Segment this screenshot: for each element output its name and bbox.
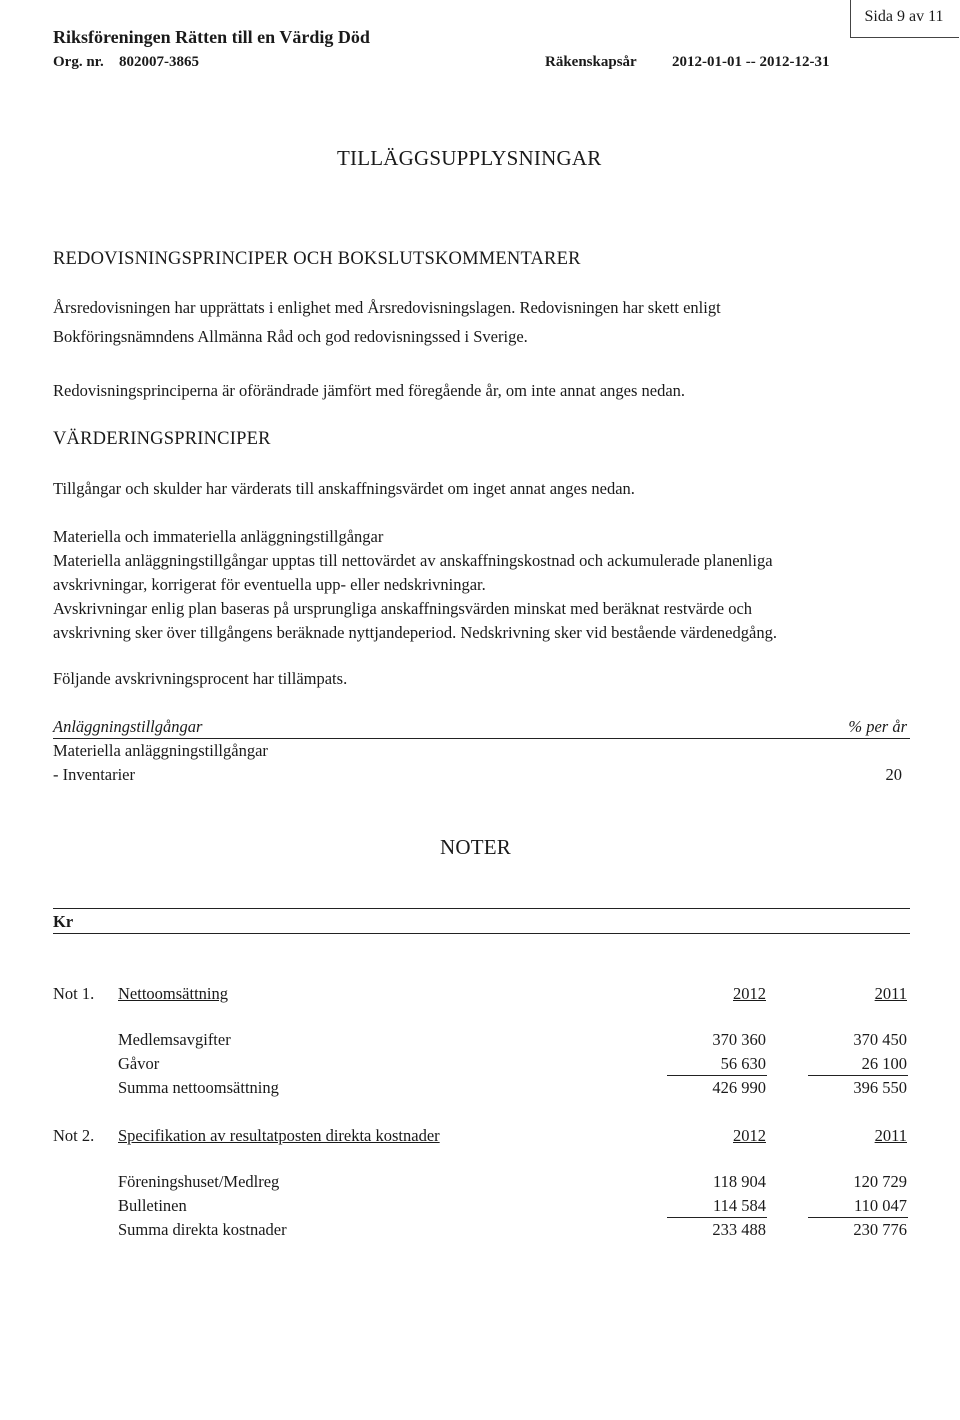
- depreciation-item-label: - Inventarier: [53, 765, 135, 784]
- org-nr: 802007-3865: [119, 54, 199, 70]
- note2-sum-rule-2: [808, 1217, 908, 1218]
- depreciation-header-rule: [53, 738, 910, 739]
- note1-year2: 2011: [874, 984, 907, 1003]
- principles-para2: Redovisningsprinciperna är oförändrade jämfört med föregående år, om inte annat anges nedan.: [53, 381, 686, 400]
- valuation-line1: Materiella anläggningstillgångar upptas till nettovärdet av anskaffningskostnad och ackumulerade planenliga: [53, 551, 773, 570]
- notes-top-rule: [53, 908, 910, 909]
- note1-total-v2: 396 550: [853, 1078, 907, 1097]
- note2-year2: 2011: [874, 1126, 907, 1145]
- valuation-para: Tillgångar och skulder har värderats till anskaffningsvärdet om inget annat anges nedan.: [53, 479, 635, 498]
- org-nr-label: Org. nr.: [53, 54, 104, 70]
- note1-row1-v2: 370 450: [853, 1030, 907, 1049]
- note2-sum-rule-1: [667, 1217, 767, 1218]
- note1-year1: 2012: [733, 984, 766, 1003]
- note1-label: Not 1.: [53, 984, 95, 1003]
- depreciation-group: Materiella anläggningstillgångar: [53, 741, 268, 760]
- note1-sum-rule-2: [808, 1075, 908, 1076]
- note2-row1-label: Föreningshuset/Medlreg: [118, 1172, 280, 1191]
- note2-row2-v2: 110 047: [853, 1196, 907, 1215]
- note1-row1-label: Medlemsavgifter: [118, 1030, 231, 1049]
- valuation-line2: avskrivningar, korrigerat för eventuella upp- eller nedskrivningar.: [53, 575, 486, 594]
- note1-total-label: Summa nettoomsättning: [118, 1078, 279, 1097]
- note1-total-v1: 426 990: [712, 1078, 766, 1097]
- page-title: TILLÄGGSUPPLYSNINGAR: [337, 146, 602, 170]
- valuation-subheading: Materiella och immateriella anläggningstillgångar: [53, 527, 384, 546]
- depreciation-col-rate: % per år: [848, 717, 907, 736]
- note2-total-v1: 233 488: [712, 1220, 766, 1239]
- note2-row2-v1: 114 584: [712, 1196, 766, 1215]
- note1-title: Nettoomsättning: [118, 984, 228, 1003]
- note2-year1: 2012: [733, 1126, 766, 1145]
- depreciation-col-asset: Anläggningstillgångar: [53, 717, 203, 736]
- principles-para1-line1: Årsredovisningen har upprättats i enlighet med Årsredovisningslagen. Redovisningen har skett enligt: [53, 298, 721, 317]
- principles-heading: REDOVISNINGSPRINCIPER OCH BOKSLUTSKOMMENTARER: [53, 249, 581, 269]
- note1-row2-v1: 56 630: [720, 1054, 766, 1073]
- note1-row1-v1: 370 360: [712, 1030, 766, 1049]
- valuation-heading: VÄRDERINGSPRINCIPER: [53, 429, 271, 449]
- note2-row1-v1: 118 904: [712, 1172, 766, 1191]
- fiscal-period: 2012-01-01 -- 2012-12-31: [672, 54, 830, 70]
- note2-total-v2: 230 776: [853, 1220, 907, 1239]
- note2-row2-label: Bulletinen: [118, 1196, 187, 1215]
- valuation-line4: avskrivning sker över tillgångens beräknade nyttjandeperiod. Nedskrivning sker vid bestående värdenedgång.: [53, 623, 777, 642]
- page-number: Sida 9 av 11: [864, 8, 944, 25]
- depreciation-item-rate: 20: [885, 765, 902, 784]
- notes-heading: NOTER: [440, 835, 511, 859]
- valuation-line3: Avskrivningar enlig plan baseras på ursprungliga anskaffningsvärden minskat med beräknat restvärde och: [53, 599, 753, 618]
- notes-bottom-rule: [53, 933, 910, 934]
- notes-currency: Kr: [53, 912, 74, 931]
- org-name: Riksföreningen Rätten till en Värdig Död: [53, 27, 370, 47]
- note2-row1-v2: 120 729: [853, 1172, 907, 1191]
- note2-title: Specifikation av resultatposten direkta kostnader: [118, 1126, 440, 1145]
- valuation-line5: Följande avskrivningsprocent har tillämpats.: [53, 669, 348, 688]
- note1-row2-label: Gåvor: [118, 1054, 160, 1073]
- note1-row2-v2: 26 100: [861, 1054, 907, 1073]
- note2-total-label: Summa direkta kostnader: [118, 1220, 287, 1239]
- note1-sum-rule-1: [667, 1075, 767, 1076]
- principles-para1-line2: Bokföringsnämndens Allmänna Råd och god redovisningssed i Sverige.: [53, 327, 528, 346]
- note2-label: Not 2.: [53, 1126, 95, 1145]
- fiscal-label: Räkenskapsår: [545, 54, 637, 70]
